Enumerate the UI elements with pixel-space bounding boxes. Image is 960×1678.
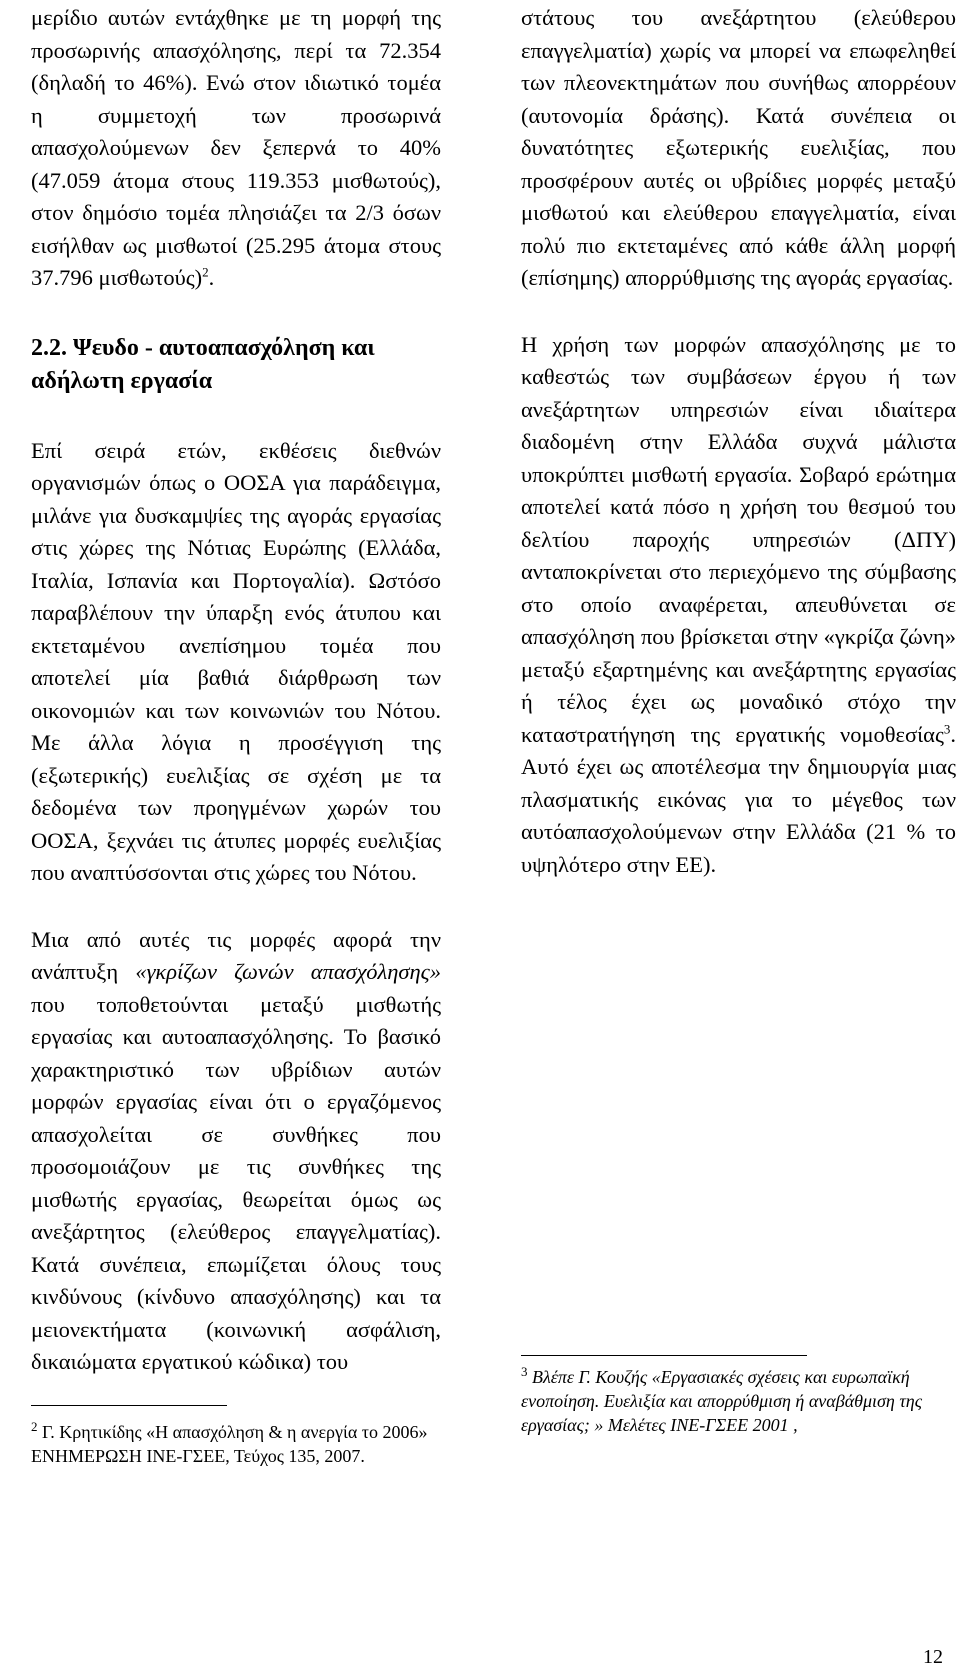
page-number: 12 bbox=[923, 1646, 943, 1668]
footnote-2-mark: 2 bbox=[31, 1419, 38, 1434]
paragraph-2 bbox=[31, 924, 441, 1379]
paragraph-1: Επί σειρά ετών, εκθέσεις διεθνών οργανισμών όπως ο ΟΟΣΑ για παράδειγμα, μιλάνε για δυσκαμψίες της αγοράς εργασίας στις χώρες της Νότιας Ευρώπης (Ελλάδα, Ιταλία, Ισπανία και Πορτογαλία). Ωστόσο παραβλέπουν την ύπαρξη ενός άτυπου και εκτεταμένου ανεπίσημου τομέα που αποτελεί μία βαθιά διάρθρωση των οικονομιών και των κοινωνιών του Νότου. Με άλλα λόγια η προσέγγιση της (εξωτερικής) ευελιξίας σε σχέση με τα δεδομένα των προηγμένων χωρών του ΟΟΣΑ, ξεχνάει τις άτυπες μορφές ευελιξίας που αναπτύσσονται στις χώρες του Νότου. bbox=[31, 437, 441, 885]
section-heading: 2.2. Ψευδο - αυτοαπασχόληση και αδήλωτη εργασία bbox=[31, 334, 375, 394]
right-paragraph-2 bbox=[521, 329, 956, 882]
intro-text: μερίδιο αυτών εντάχθηκε με τη μορφή της προσωρινής απασχόλησης, περί τα 72.354 (δηλαδή το 46%). Ενώ στον ιδιωτικό τομέα η συμμετοχή των προσωρινά απασχολούμενων δεν ξεπερνά το 40% (47.059 άτομα στους 119.353 μισθωτούς), στον δημόσιο τομέα πλησιάζει τα 2/3 όσων εισήλθαν ως μισθωτοί (25.295 άτομα στους 37.796 μισθωτούς) bbox=[31, 5, 441, 290]
p2-rest: που τοποθετούνται μεταξύ μισθωτής εργασίας και αυτοαπασχόλησης. Το βασικό χαρακτηριστικό των υβρίδιων αυτών μορφών εργασίας είναι ότι ο εργαζόμενος απασχολείται σε συνθήκες που προσομοιάζουν με τις συνθήκες της μισθωτής εργασίας, θεωρείται όμως ως ανεξάρτητος (ελεύθερος επαγγελματίας). Κατά συνέπεια, επωμίζεται όλους τους κινδύνους (κίνδυνο απασχόλησης) και τα μειονεκτήματα (κοινωνική ασφάλιση, δικαιώματα εργατικού κώδικα) του bbox=[31, 991, 441, 1374]
right-paragraph-1: στάτους του ανεξάρτητου (ελεύθερου επαγγελματία) χωρίς να μπορεί να επωφεληθεί των πλεονεκτημάτων που συνήθως απορρέουν (αυτονομία δράσης). Κατά συνέπεια οι δυνατότητες εξωτερικής ευελιξίας, που προσφέρουν αυτές οι υβρίδιες μορφές μεταξύ μισθωτού και ελεύθερου επαγγελματία, είναι πολύ πιο εκτεταμένες από κάθε άλλη μορφή (επίσημης) απορρύθμισης της αγοράς εργασίας. bbox=[521, 5, 956, 290]
footnote-2 bbox=[31, 1420, 441, 1468]
footnote-3 bbox=[521, 1365, 931, 1437]
footnote-rule-left bbox=[31, 1405, 227, 1406]
footnote-rule-right bbox=[521, 1355, 807, 1356]
footnote-3-mark: 3 bbox=[521, 1364, 528, 1379]
footnote-2-text: Γ. Κρητικίδης «Η απασχόληση & η ανεργία το 2006» ΕΝΗΜΕΡΩΣΗ ΙΝΕ-ΓΣΕΕ, Τεύχος 135, 2007. bbox=[31, 1422, 428, 1466]
right-column bbox=[521, 0, 956, 881]
footnote-ref-3: 3 bbox=[943, 721, 951, 736]
p2-start: Μια από αυτές τις μορφές αφορά την ανάπτυξη bbox=[31, 926, 441, 984]
intro-paragraph bbox=[31, 2, 441, 295]
p2-italic-term: «γκρίζων ζωνών απασχόλησης» bbox=[135, 959, 441, 984]
left-column bbox=[31, 0, 441, 1379]
footnote-ref-2: 2 bbox=[202, 264, 209, 280]
right-p2-end: . Αυτό έχει ως αποτέλεσμα την δημιουργία μιας πλασματικής εικόνας για το μέγεθος των αυτόαπασχολούμενων στην Ελλάδα (21 % το υψηλότερο στην ΕΕ). bbox=[521, 721, 956, 877]
footnote-3-text: Βλέπε Γ. Κουζής «Εργασιακές σχέσεις και ευρωπαϊκή ενοποίηση. Ευελιξία και απορρύθμιση ή αναβάθμιση της εργασίας; » Μελέτες ΙΝΕ-ΓΣΕΕ 2001 , bbox=[521, 1367, 923, 1435]
right-p2-text: Η χρήση των μορφών απασχόλησης με το καθεστώς των συμβάσεων έργου ή των ανεξάρτητων υπηρεσιών είναι ιδιαίτερα διαδομένη στην Ελλάδα συχνά μάλιστα υποκρύπτει μισθωτή εργασία. Σοβαρό ερώτημα αποτελεί κατά πόσο η χρήση του θεσμού του δελτίου παροχής υπηρεσιών (ΔΠΥ) ανταποκρίνεται στο περιεχόμενο της σύμβασης στο οποίο αναφέρεται, απευθύνεται σε απασχόληση που βρίσκεται στην «γκρίζα ζώνη» μεταξύ εξαρτημένης και ανεξάρτητης εργασίας ή τέλος έχει ως μοναδικό στόχο την καταστρατήγηση της εργατικής νομοθεσίας bbox=[521, 331, 956, 747]
intro-end: . bbox=[208, 265, 215, 290]
